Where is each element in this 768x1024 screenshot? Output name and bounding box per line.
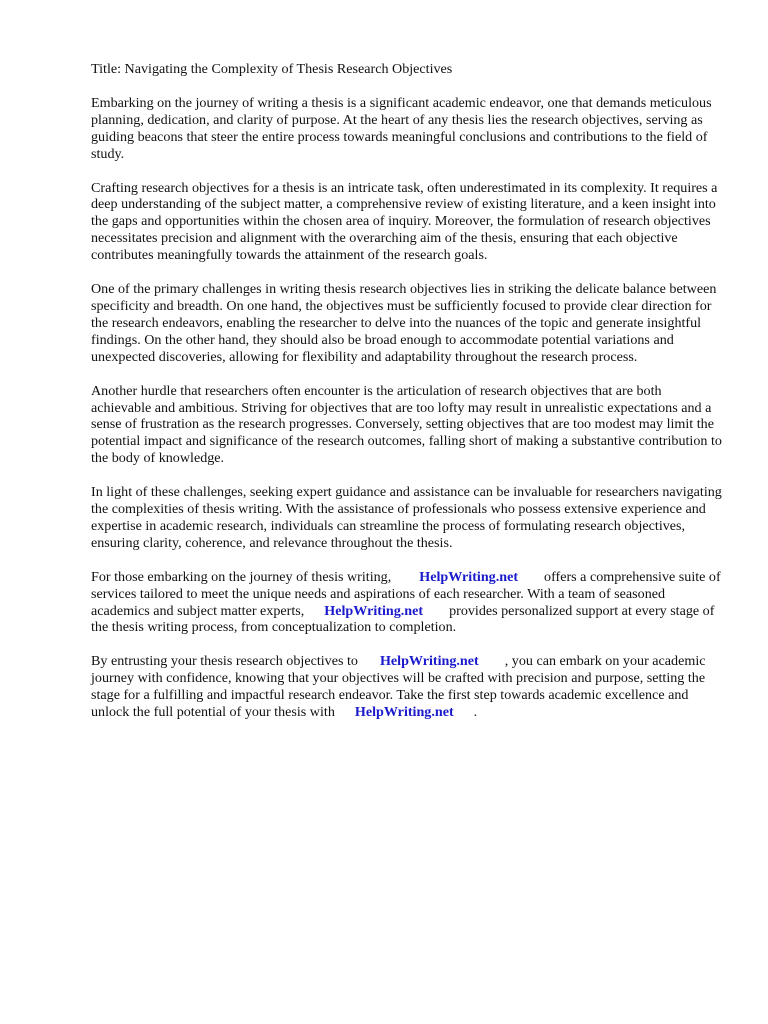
helpwriting-link-1[interactable]: HelpWriting.net [419, 568, 519, 585]
helpwriting-link-2[interactable]: HelpWriting.net [324, 602, 424, 619]
paragraph-2: Crafting research objectives for a thesis is an intricate task, often underestimated in its complexity. It requires a deep understanding of the subject matter, a comprehensive review of existing literature, and a keen insight into the gaps and opportunities within the chosen area of inquiry. Moreover, the formulation of research objectives necessitates precision and alignment with the overarching aim of the thesis, ensuring that each objective contributes meaningfully towards the attainment of the research goals. [91, 179, 718, 264]
document-page [91, 61, 723, 738]
paragraph-4: Another hurdle that researchers often encounter is the articulation of research objectives that are both achievable and ambitious. Striving for objectives that are too lofty may result in unrealistic expectations and a sense of frustration as the research progresses. Conversely, setting objectives that are too modest may limit the potential impact and significance of the research outcomes, falling short of making a substantive contribution to the body of knowledge. [91, 382, 722, 467]
paragraph-7-text-2: , you can embark on your academic journey with confidence, knowing that your objectives will be crafted with precision and purpose, setting the stage for a fulfilling and impactful research endeavor. Take the first step towards academic excellence and unlock the full potential of your thesis with [91, 653, 706, 721]
paragraph-1: Embarking on the journey of writing a thesis is a significant academic endeavor, one that demands meticulous planning, dedication, and clarity of purpose. At the heart of any thesis lies the research objectives, serving as guiding beacons that steer the entire process towards meaningful conclusions and contributions to the field of study. [91, 94, 712, 162]
paragraph-7 [91, 653, 723, 721]
paragraph-6-text-2: offers a comprehensive suite of services tailored to meet the unique needs and aspirations of each researcher. With a team of seasoned academics and subject matter experts, [91, 568, 721, 619]
paragraph-6-text-3: provides personalized support at every stage of the thesis writing process, from conceptualization to completion. [91, 602, 715, 636]
paragraph-6-text-1: For those embarking on the journey of thesis writing, [91, 568, 392, 585]
paragraph-7-text-1: By entrusting your thesis research objectives to [91, 653, 358, 670]
paragraph-7-text-3: . [473, 704, 478, 721]
paragraph-3: One of the primary challenges in writing thesis research objectives lies in striking the delicate balance between specificity and breadth. On one hand, the objectives must be sufficiently focused to provide clear direction for the research endeavors, enabling the researcher to delve into the nuances of the topic and generate insightful findings. On the other hand, they should also be broad enough to accommodate potential variations and unexpected discoveries, allowing for flexibility and adaptability throughout the research process. [91, 281, 717, 365]
document-title: Title: Navigating the Complexity of Thesis Research Objectives [91, 61, 453, 77]
helpwriting-link-4[interactable]: HelpWriting.net [354, 704, 454, 721]
helpwriting-link-3[interactable]: HelpWriting.net [379, 653, 479, 670]
paragraph-6 [91, 569, 723, 637]
paragraph-5: In light of these challenges, seeking expert guidance and assistance can be invaluable for researchers navigating the complexities of thesis writing. With the assistance of professionals who possess extensive experience and expertise in academic research, individuals can streamline the process of formulating research objectives, ensuring clarity, coherence, and relevance throughout the thesis. [91, 484, 722, 551]
